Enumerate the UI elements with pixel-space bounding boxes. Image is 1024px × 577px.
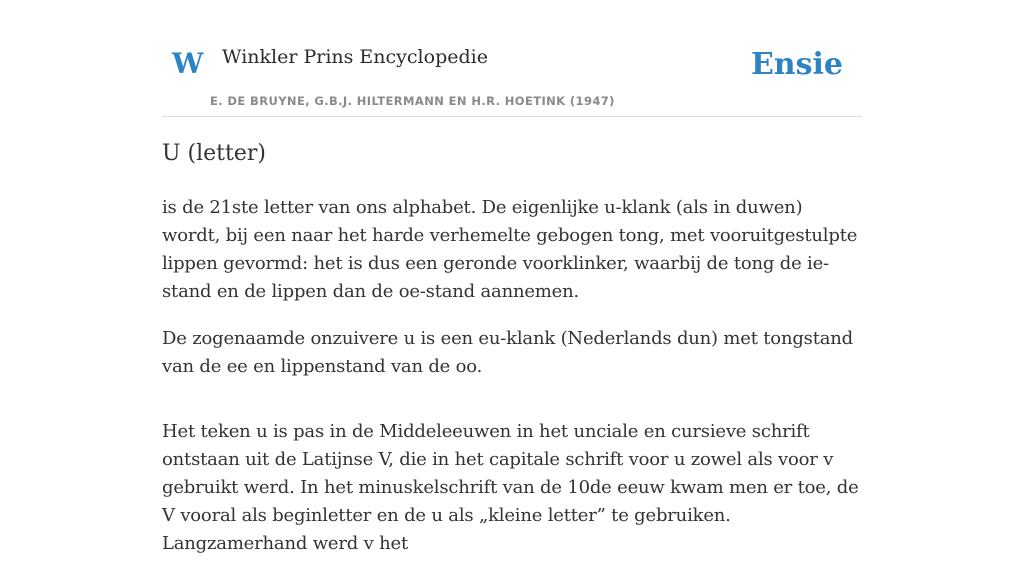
entry-title: U (letter) [162, 141, 266, 166]
source-book-title[interactable]: Winkler Prins Encyclopedie [222, 46, 488, 68]
winkler-prins-logo[interactable]: W [172, 47, 204, 80]
article-paragraph: is de 21ste letter van ons alphabet. De eigenlijke u-klank (als in duwen) wordt, bij een naar het harde verhemelte gebogen tong, met vooruitgestulpte lippen gevormd: het is dus een geronde voorklinker, waarbij de tong de ie-stand en de lippen dan de oe-stand aannemen. [162, 197, 858, 302]
article-paragraph: Het teken u is pas in de Middeleeuwen in het unciale en cursieve schrift ontstaan uit de Latijnse V, die in het capitale schrift voor u zowel als voor v gebruikt werd. In het minuskelschrift van de 10de eeuw kwam men er toe, de V vooral als beginletter en de u als „kleine letter” te gebruiken. Langzamerhand werd v het [162, 421, 859, 554]
article-paragraph: De zogenaamde onzuivere u is een eu-klank (Nederlands dun) met tongstand van de ee en lippenstand van de oo. [162, 328, 853, 377]
source-authors: E. DE BRUYNE, G.B.J. HILTERMANN EN H.R. HOETINK (1947) [210, 94, 615, 108]
ensie-brand-link[interactable]: Ensie [750, 47, 843, 82]
site-header [162, 0, 862, 117]
article-body [162, 138, 862, 577]
